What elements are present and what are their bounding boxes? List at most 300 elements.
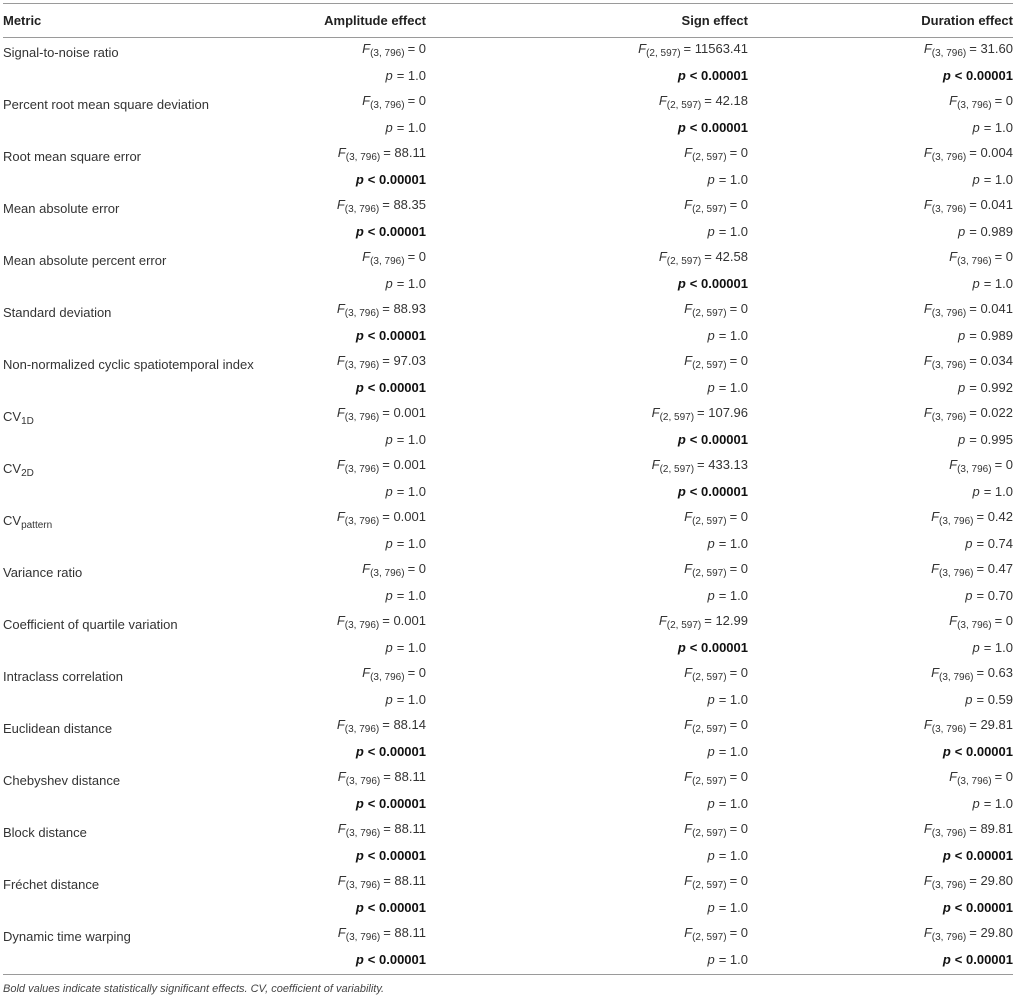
header-amplitude-effect: Amplitude effect (324, 13, 426, 28)
f-statistic (684, 714, 748, 741)
metric-cell (3, 194, 1013, 246)
table-bottom-rule (3, 974, 1013, 975)
p-symbol: p (677, 120, 686, 135)
degrees-of-freedom: (2, 597) (666, 256, 702, 267)
degrees-of-freedom: (2, 597) (692, 204, 727, 215)
p-symbol: p (972, 276, 980, 291)
degrees-of-freedom: (3, 796) (931, 152, 967, 163)
degrees-of-freedom: (3, 796) (344, 516, 380, 527)
f-statistic (659, 246, 748, 273)
p-symbol: p (355, 900, 364, 915)
f-symbol: F (923, 41, 932, 56)
f-symbol: F (931, 665, 940, 680)
f-symbol: F (923, 405, 932, 420)
amp-effect-cell (337, 298, 426, 347)
f-value: = 0 (994, 249, 1013, 264)
f-statistic (338, 766, 426, 793)
p-value-text: = 1.0 (396, 276, 426, 291)
degrees-of-freedom: (3, 796) (957, 256, 992, 267)
p-symbol: p (385, 692, 393, 707)
f-value: = 42.18 (704, 93, 748, 108)
f-statistic (924, 714, 1013, 741)
f-symbol: F (949, 249, 958, 264)
f-symbol: F (923, 821, 932, 836)
p-value (949, 117, 1013, 139)
f-value: = 0 (407, 249, 426, 264)
p-symbol: p (385, 432, 393, 447)
f-value: = 0 (407, 665, 426, 680)
metric-cell (3, 610, 1013, 662)
degrees-of-freedom: (3, 796) (370, 672, 405, 683)
p-value-text: = 1.0 (396, 536, 426, 551)
f-symbol: F (931, 561, 940, 576)
dur-effect-cell (949, 246, 1013, 295)
table-row (3, 298, 1013, 350)
p-value (338, 845, 426, 867)
f-statistic (362, 38, 426, 65)
metric-cell (3, 662, 1013, 714)
p-value-text: = 1.0 (718, 380, 748, 395)
p-value-text: = 1.0 (396, 68, 426, 83)
f-value: = 0 (407, 93, 426, 108)
metric-label: Non-normalized cyclic spatiotemporal index (3, 357, 254, 372)
f-statistic (652, 454, 748, 481)
f-symbol: F (923, 717, 932, 732)
p-value (337, 481, 426, 503)
f-value: = 0.004 (969, 145, 1013, 160)
f-symbol: F (362, 41, 371, 56)
f-symbol: F (923, 353, 932, 368)
p-value (931, 585, 1013, 607)
f-symbol: F (336, 509, 345, 524)
metric-cell (3, 454, 1013, 506)
f-value: = 0.022 (969, 405, 1013, 420)
f-value: = 0 (729, 301, 748, 316)
p-value (924, 897, 1013, 919)
metric-cell (3, 558, 1013, 610)
amp-effect-cell (362, 246, 426, 295)
dur-effect-cell (924, 298, 1013, 347)
f-symbol: F (336, 717, 345, 732)
metric-cell (3, 402, 1013, 454)
p-value-text: = 1.0 (718, 952, 748, 967)
f-value: = 0 (994, 93, 1013, 108)
p-value-text: < 0.00001 (367, 900, 426, 915)
f-value: = 0.001 (382, 613, 426, 628)
p-value (931, 689, 1013, 711)
degrees-of-freedom: (2, 597) (666, 100, 702, 111)
f-statistic (949, 454, 1013, 481)
f-value: = 29.81 (969, 717, 1013, 732)
f-symbol: F (651, 457, 660, 472)
f-symbol: F (684, 873, 693, 888)
p-symbol: p (942, 68, 951, 83)
degrees-of-freedom: (3, 796) (931, 360, 967, 371)
sign-effect-cell (684, 298, 748, 347)
degrees-of-freedom: (3, 796) (957, 620, 992, 631)
sign-effect-cell (659, 246, 748, 295)
p-value (338, 897, 426, 919)
p-symbol: p (355, 328, 364, 343)
p-value-text: = 1.0 (396, 692, 426, 707)
p-value-text: = 1.0 (983, 640, 1013, 655)
degrees-of-freedom: (3, 796) (957, 464, 992, 475)
degrees-of-freedom: (3, 796) (344, 360, 380, 371)
p-value-text: < 0.00001 (367, 952, 426, 967)
dur-effect-cell (924, 714, 1013, 763)
f-value: = 88.11 (383, 873, 426, 888)
degrees-of-freedom: (2, 597) (692, 724, 727, 735)
amp-effect-cell (337, 610, 426, 659)
f-statistic (362, 90, 426, 117)
metric-label: Mean absolute percent error (3, 253, 167, 268)
degrees-of-freedom: (3, 796) (370, 568, 405, 579)
header-sign-effect: Sign effect (681, 13, 748, 28)
f-value: = 88.14 (382, 717, 426, 732)
f-statistic (924, 818, 1013, 845)
f-statistic (924, 402, 1013, 429)
f-symbol: F (658, 93, 667, 108)
f-symbol: F (336, 457, 345, 472)
p-value-text: = 1.0 (718, 900, 748, 915)
metric-label: Chebyshev distance (3, 773, 121, 788)
f-statistic (337, 714, 426, 741)
metric-label: Block distance (3, 825, 87, 840)
metric-label: Intraclass correlation (3, 669, 123, 684)
f-symbol: F (651, 405, 660, 420)
f-symbol: F (336, 301, 345, 316)
p-value (337, 533, 426, 555)
p-symbol: p (972, 120, 980, 135)
f-value: = 0 (729, 769, 748, 784)
degrees-of-freedom: (2, 597) (692, 308, 727, 319)
degrees-of-freedom: (2, 597) (692, 776, 727, 787)
f-value: = 107.96 (697, 405, 748, 420)
metric-label: Coefficient of quartile variation (3, 617, 178, 632)
p-value-text: < 0.00001 (689, 432, 748, 447)
p-value (362, 689, 426, 711)
degrees-of-freedom: (2, 597) (692, 828, 727, 839)
degrees-of-freedom: (3, 796) (957, 100, 992, 111)
metric-subscript: 1D (21, 416, 34, 427)
degrees-of-freedom: (3, 796) (344, 620, 380, 631)
amp-effect-cell (338, 142, 426, 191)
amp-effect-cell (362, 662, 426, 711)
f-symbol: F (923, 197, 932, 212)
p-value (684, 689, 748, 711)
p-value-text: = 1.0 (718, 744, 748, 759)
f-statistic (924, 298, 1013, 325)
f-symbol: F (658, 249, 667, 264)
degrees-of-freedom: (3, 796) (370, 100, 405, 111)
metric-label: CV (3, 513, 22, 528)
amp-effect-cell (362, 558, 426, 607)
p-value (924, 325, 1013, 347)
table-row (3, 142, 1013, 194)
p-value (949, 273, 1013, 295)
dur-effect-cell (931, 662, 1013, 711)
table-row (3, 714, 1013, 766)
p-value (338, 793, 426, 815)
f-statistic (949, 246, 1013, 273)
p-value-text: < 0.00001 (367, 172, 426, 187)
amp-effect-cell (362, 38, 426, 87)
p-value-text: = 1.0 (983, 276, 1013, 291)
dur-effect-cell (924, 870, 1013, 919)
f-value: = 88.93 (382, 301, 426, 316)
p-symbol: p (355, 796, 364, 811)
p-value (684, 793, 748, 815)
p-symbol: p (677, 432, 686, 447)
degrees-of-freedom: (2, 597) (659, 412, 695, 423)
p-value-text: = 1.0 (983, 796, 1013, 811)
p-symbol: p (707, 796, 715, 811)
metric-cell (3, 38, 1013, 90)
amp-effect-cell (337, 506, 426, 555)
metric-cell (3, 246, 1013, 298)
p-value-text: < 0.00001 (689, 68, 748, 83)
p-value (684, 741, 748, 763)
p-value-text: = 0.74 (976, 536, 1013, 551)
f-statistic (337, 454, 426, 481)
p-symbol: p (972, 172, 980, 187)
degrees-of-freedom: (3, 796) (931, 932, 967, 943)
p-symbol: p (385, 68, 393, 83)
table-footnote: Bold values indicate statistically significant effects. CV, coefficient of variability. (3, 983, 385, 995)
p-value (362, 585, 426, 607)
f-symbol: F (362, 93, 371, 108)
amp-effect-cell (337, 714, 426, 763)
degrees-of-freedom: (2, 597) (692, 360, 727, 371)
p-value (684, 169, 748, 191)
p-value (924, 169, 1013, 191)
degrees-of-freedom: (3, 796) (939, 672, 974, 683)
table-row (3, 38, 1013, 90)
table-row (3, 402, 1013, 454)
f-value: = 0.001 (382, 457, 426, 472)
p-symbol: p (942, 952, 951, 967)
f-symbol: F (684, 665, 693, 680)
p-value-text: = 1.0 (983, 120, 1013, 135)
degrees-of-freedom: (2, 597) (666, 620, 702, 631)
f-value: = 0.47 (976, 561, 1013, 576)
table-row (3, 922, 1013, 974)
p-value-text: < 0.00001 (954, 744, 1013, 759)
p-value (949, 481, 1013, 503)
sign-effect-cell (684, 766, 748, 815)
degrees-of-freedom: (3, 796) (344, 204, 380, 215)
p-value (659, 117, 748, 139)
p-value (924, 429, 1013, 451)
p-value (684, 897, 748, 919)
p-symbol: p (355, 224, 364, 239)
p-value (924, 221, 1013, 243)
f-value: = 88.11 (383, 145, 426, 160)
f-value: = 31.60 (969, 41, 1013, 56)
f-symbol: F (337, 145, 346, 160)
f-value: = 0 (729, 925, 748, 940)
p-value-text: = 1.0 (396, 484, 426, 499)
metric-label: Percent root mean square deviation (3, 97, 209, 112)
metric-label: Fréchet distance (3, 877, 100, 892)
f-symbol: F (337, 925, 346, 940)
f-symbol: F (949, 613, 958, 628)
sign-effect-cell (638, 38, 748, 87)
dur-effect-cell (924, 922, 1013, 971)
table-row (3, 662, 1013, 714)
dur-effect-cell (924, 38, 1013, 87)
p-symbol: p (385, 484, 393, 499)
amp-effect-cell (337, 350, 426, 399)
f-value: = 0 (407, 561, 426, 576)
f-statistic (684, 194, 748, 221)
metric-label: Root mean square error (3, 149, 142, 164)
metric-label: Mean absolute error (3, 201, 120, 216)
f-statistic (338, 142, 426, 169)
p-symbol: p (965, 588, 973, 603)
p-value (684, 845, 748, 867)
p-symbol: p (707, 900, 715, 915)
p-symbol: p (355, 848, 364, 863)
dur-effect-cell (949, 766, 1013, 815)
degrees-of-freedom: (3, 796) (344, 308, 380, 319)
f-value: = 88.11 (383, 821, 426, 836)
p-symbol: p (677, 640, 686, 655)
amp-effect-cell (362, 90, 426, 139)
p-value (684, 221, 748, 243)
header-metric: Metric (3, 13, 42, 28)
f-value: = 0.63 (976, 665, 1013, 680)
f-statistic (684, 142, 748, 169)
f-value: = 88.35 (382, 197, 426, 212)
f-statistic (931, 558, 1013, 585)
f-value: = 0.001 (382, 405, 426, 420)
p-value-text: = 1.0 (396, 120, 426, 135)
f-statistic (338, 922, 426, 949)
degrees-of-freedom: (3, 796) (939, 568, 974, 579)
metric-cell (3, 818, 1013, 870)
metric-cell (3, 90, 1013, 142)
p-value (684, 585, 748, 607)
degrees-of-freedom: (3, 796) (344, 464, 380, 475)
p-value (652, 429, 748, 451)
p-value-text: < 0.00001 (367, 380, 426, 395)
f-statistic (949, 90, 1013, 117)
f-value: = 0.42 (976, 509, 1013, 524)
p-value (337, 221, 426, 243)
degrees-of-freedom: (2, 597) (692, 568, 727, 579)
f-statistic (684, 662, 748, 689)
sign-effect-cell (684, 194, 748, 243)
degrees-of-freedom: (3, 796) (344, 412, 380, 423)
sign-effect-cell (659, 90, 748, 139)
metric-label: Euclidean distance (3, 721, 113, 736)
f-symbol: F (336, 405, 345, 420)
degrees-of-freedom: (2, 597) (692, 880, 727, 891)
f-symbol: F (684, 561, 693, 576)
degrees-of-freedom: (3, 796) (345, 880, 381, 891)
p-value-text: < 0.00001 (689, 276, 748, 291)
p-symbol: p (385, 640, 393, 655)
f-value: = 88.11 (383, 925, 426, 940)
p-value (338, 169, 426, 191)
metric-label: Signal-to-noise ratio (3, 45, 119, 60)
p-symbol: p (958, 224, 966, 239)
p-value (931, 533, 1013, 555)
p-symbol: p (677, 68, 686, 83)
f-value: = 0 (729, 509, 748, 524)
p-symbol: p (385, 276, 393, 291)
f-symbol: F (638, 41, 647, 56)
p-value (924, 845, 1013, 867)
degrees-of-freedom: (3, 796) (939, 516, 974, 527)
p-value-text: < 0.00001 (689, 640, 748, 655)
p-value-text: = 1.0 (718, 536, 748, 551)
p-value-text: < 0.00001 (954, 952, 1013, 967)
p-symbol: p (707, 328, 715, 343)
f-symbol: F (923, 301, 932, 316)
sign-effect-cell (684, 350, 748, 399)
dur-effect-cell (924, 402, 1013, 451)
f-value: = 12.99 (704, 613, 748, 628)
f-value: = 433.13 (697, 457, 748, 472)
degrees-of-freedom: (3, 796) (931, 412, 967, 423)
f-symbol: F (362, 561, 371, 576)
p-value (652, 481, 748, 503)
table-row (3, 90, 1013, 142)
f-symbol: F (923, 145, 932, 160)
p-symbol: p (958, 328, 966, 343)
f-symbol: F (337, 821, 346, 836)
p-value (337, 377, 426, 399)
p-value-text: < 0.00001 (367, 224, 426, 239)
degrees-of-freedom: (3, 796) (931, 724, 967, 735)
f-symbol: F (337, 769, 346, 784)
f-symbol: F (949, 457, 958, 472)
p-symbol: p (942, 900, 951, 915)
f-value: = 0 (994, 613, 1013, 628)
f-symbol: F (362, 665, 371, 680)
f-value: = 0 (729, 145, 748, 160)
degrees-of-freedom: (3, 796) (931, 48, 967, 59)
sign-effect-cell (652, 454, 748, 503)
dur-effect-cell (949, 90, 1013, 139)
p-value-text: = 0.989 (969, 328, 1013, 343)
sign-effect-cell (652, 402, 748, 451)
f-symbol: F (684, 821, 693, 836)
degrees-of-freedom: (3, 796) (345, 776, 381, 787)
f-statistic (924, 870, 1013, 897)
degrees-of-freedom: (2, 597) (659, 464, 695, 475)
dur-effect-cell (924, 194, 1013, 243)
p-symbol: p (707, 172, 715, 187)
p-symbol: p (707, 952, 715, 967)
f-statistic (684, 870, 748, 897)
p-value (684, 949, 748, 971)
p-value-text: < 0.00001 (367, 848, 426, 863)
p-symbol: p (965, 536, 973, 551)
degrees-of-freedom: (2, 597) (646, 48, 681, 59)
p-value-text: = 1.0 (718, 796, 748, 811)
amp-effect-cell (338, 922, 426, 971)
p-value (659, 637, 748, 659)
f-value: = 42.58 (704, 249, 748, 264)
f-value: = 0 (729, 665, 748, 680)
f-symbol: F (684, 353, 693, 368)
degrees-of-freedom: (3, 796) (931, 308, 967, 319)
sign-effect-cell (684, 818, 748, 867)
f-statistic (924, 922, 1013, 949)
